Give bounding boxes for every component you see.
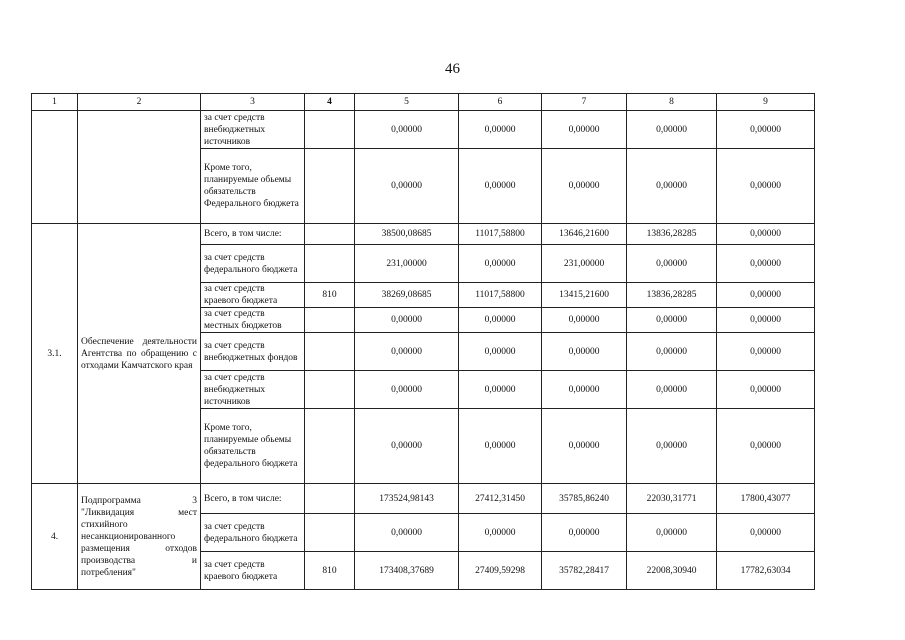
source-cell: за счет средств краевого бюджета [201,283,305,308]
table-row [32,224,815,245]
header-cell: 2 [78,94,201,111]
header-cell: 4 [305,94,355,111]
value-cell: 0,00000 [542,149,627,224]
header-cell: 6 [459,94,542,111]
value-cell: 0,00000 [627,514,717,552]
value-cell: 0,00000 [355,371,459,409]
name-cell [78,111,201,224]
header-cell: 1 [32,94,78,111]
grbs-cell: 810 [305,283,355,308]
value-cell: 0,00000 [542,409,627,484]
value-cell: 0,00000 [459,333,542,371]
source-cell: за счет средств внебюджетных фондов [201,333,305,371]
section-code: 3.1. [32,224,78,484]
value-cell: 17800,43077 [717,484,815,514]
value-cell: 0,00000 [459,514,542,552]
header-cell: 5 [355,94,459,111]
value-cell: 0,00000 [627,409,717,484]
value-cell: 173524,98143 [355,484,459,514]
value-cell: 0,00000 [717,409,815,484]
value-cell: 38269,08685 [355,283,459,308]
value-cell: 13646,21600 [542,224,627,245]
value-cell: 22030,31771 [627,484,717,514]
value-cell: 0,00000 [542,111,627,149]
grbs-cell [305,514,355,552]
source-cell: за счет средств краевого бюджета [201,552,305,590]
value-cell: 0,00000 [542,333,627,371]
source-cell: Кроме того, планируемые обьемы обязательств федерального бюджета [201,409,305,484]
grbs-cell [305,308,355,333]
source-cell: Всего, в том числе: [201,224,305,245]
table-row [32,111,815,149]
grbs-cell [305,111,355,149]
value-cell: 0,00000 [459,409,542,484]
value-cell: 22008,30940 [627,552,717,590]
value-cell: 0,00000 [459,308,542,333]
section-name: Подпрограмма 3 "Ликвидация мест стихийного несанкционированного размещения отходов производства и потребления" [78,484,201,590]
value-cell: 35782,28417 [542,552,627,590]
value-cell: 0,00000 [459,111,542,149]
value-cell: 0,00000 [355,149,459,224]
header-row [32,94,815,111]
source-cell: за счет средств федерального бюджета [201,514,305,552]
grbs-cell [305,484,355,514]
value-cell: 0,00000 [355,514,459,552]
source-cell: за счет средств местных бюджетов [201,308,305,333]
grbs-cell [305,149,355,224]
value-cell: 11017,58800 [459,224,542,245]
grbs-cell [305,224,355,245]
grbs-cell [305,333,355,371]
value-cell: 0,00000 [627,371,717,409]
value-cell: 0,00000 [542,308,627,333]
value-cell: 0,00000 [717,333,815,371]
source-cell: за счет средств внебюджетных источников [201,111,305,149]
program-funding-table [31,93,815,590]
table-row [32,484,815,514]
value-cell: 0,00000 [627,149,717,224]
value-cell: 231,00000 [355,245,459,283]
header-cell: 9 [717,94,815,111]
value-cell: 0,00000 [717,224,815,245]
page-number: 46 [445,61,460,77]
value-cell: 0,00000 [627,111,717,149]
grbs-cell: 810 [305,552,355,590]
source-cell: Кроме того, планируемые обьемы обязательств Федерального бюджета [201,149,305,224]
value-cell: 0,00000 [717,283,815,308]
section-name: Обеспечение деятельности Агентства по обращению с отходами Камчатского края [78,224,201,484]
value-cell: 0,00000 [355,111,459,149]
value-cell: 13836,28285 [627,224,717,245]
value-cell: 0,00000 [627,245,717,283]
value-cell: 11017,58800 [459,283,542,308]
value-cell: 0,00000 [355,333,459,371]
value-cell: 35785,86240 [542,484,627,514]
value-cell: 0,00000 [717,245,815,283]
value-cell: 231,00000 [542,245,627,283]
source-cell: за счет средств внебюджетных источников [201,371,305,409]
value-cell: 0,00000 [355,308,459,333]
value-cell: 13415,21600 [542,283,627,308]
value-cell: 0,00000 [717,371,815,409]
value-cell: 13836,28285 [627,283,717,308]
value-cell: 0,00000 [459,245,542,283]
value-cell: 0,00000 [542,514,627,552]
value-cell: 0,00000 [717,514,815,552]
value-cell: 27409,59298 [459,552,542,590]
source-cell: Всего, в том числе: [201,484,305,514]
value-cell: 17782,63034 [717,552,815,590]
header-cell: 3 [201,94,305,111]
value-cell: 27412,31450 [459,484,542,514]
value-cell: 0,00000 [542,371,627,409]
source-cell: за счет средств федерального бюджета [201,245,305,283]
value-cell: 173408,37689 [355,552,459,590]
value-cell: 0,00000 [627,333,717,371]
value-cell: 0,00000 [717,111,815,149]
header-cell: 7 [542,94,627,111]
value-cell: 0,00000 [717,149,815,224]
value-cell: 38500,08685 [355,224,459,245]
header-cell: 8 [627,94,717,111]
value-cell: 0,00000 [459,149,542,224]
value-cell: 0,00000 [355,409,459,484]
value-cell: 0,00000 [627,308,717,333]
grbs-cell [305,409,355,484]
section-code: 4. [32,484,78,590]
value-cell: 0,00000 [717,308,815,333]
value-cell: 0,00000 [459,371,542,409]
code-cell [32,111,78,224]
grbs-cell [305,371,355,409]
grbs-cell [305,245,355,283]
